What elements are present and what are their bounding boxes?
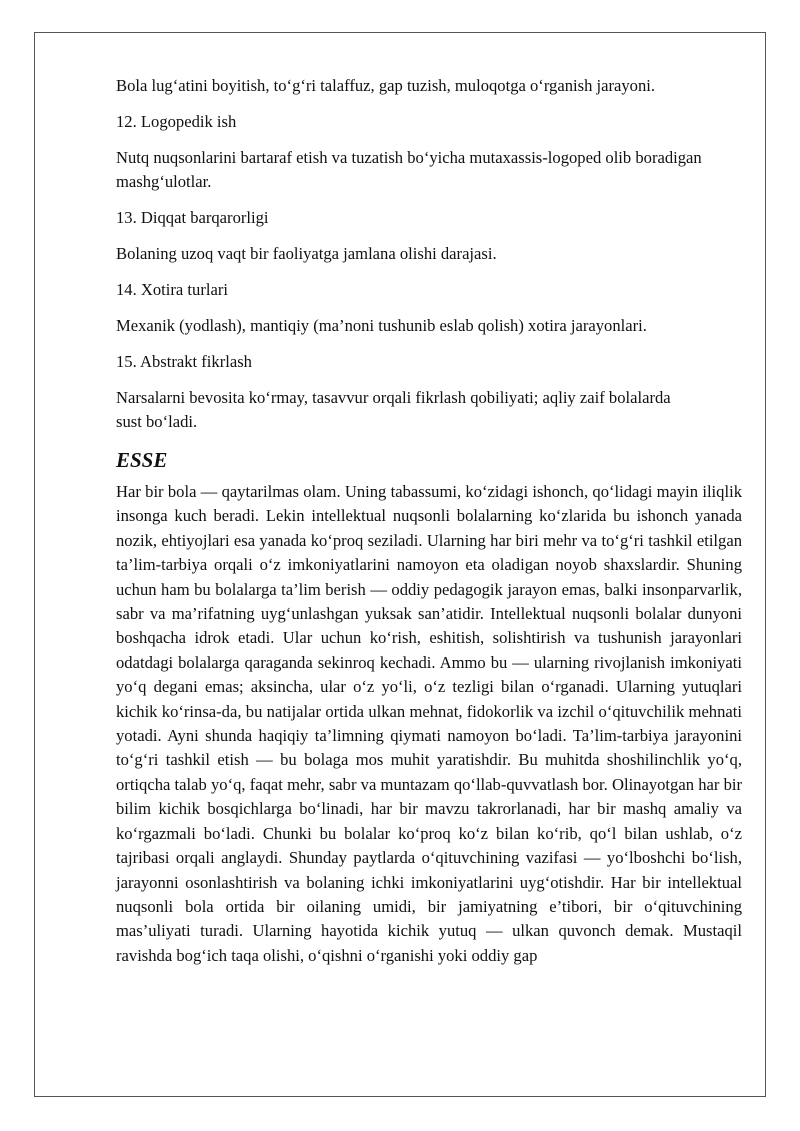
document-content [116,74,742,968]
item-heading-15: 15. Abstrakt fikrlash [116,352,252,371]
item-body-13: Bolaning uzoq vaqt bir faoliyatga jamlana olishi darajasi. [116,244,497,263]
item-body-14: Mexanik (yodlash), mantiqiy (ma’noni tushunib eslab qolish) xotira jarayonlari. [116,316,647,335]
item-body-15: Narsalarni bevosita ko‘rmay, tasavvur orqali fikrlash qobiliyati; aqliy zaif bolalarda sust bo‘ladi. [116,388,671,431]
item-body-12: Nutq nuqsonlarini bartaraf etish va tuzatish bo‘yicha mutaxassis-logoped olib boradigan mashg‘ulotlar. [116,148,702,191]
item-heading-14: 14. Xotira turlari [116,280,228,299]
item-heading-13: 13. Diqqat barqarorligi [116,208,269,227]
essay-body: Har bir bola — qaytarilmas olam. Uning tabassumi, ko‘zidagi ishonch, qo‘lidagi mayin iliqlik insonga kuch beradi. Lekin intellektual nuqsonli bolalarning ko‘zlarida bu ishonch yanada nozik, ehtiyojlari esa yanada ko‘proq seziladi. Ularning har biri mehr va to‘g‘ri tashkil etilgan ta’lim-tarbiya orqali o‘z imkoniyatlarini namoyon eta oladigan noyob shaxslardir. Shuning uchun ham bu bolalarga ta’lim berish — oddiy pedagogik jarayon emas, balki insonparvarlik, sabr va ma’rifatning uyg‘unlashgan yuksak san’atidir. Intellektual nuqsonli bolalar dunyoni boshqacha idrok etadi. Ular uchun ko‘rish, eshitish, solishtirish va tushunish jarayonlari odatdagi bolalarga qaraganda sekinroq kechadi. Ammo bu — ularning rivojlanish imkoniyati yo‘q degani emas; aksincha, ular o‘z yo‘li, o‘z tezligi bilan o‘rganadi. Ularning yutuqlari kichik ko‘rinsa-da, bu natijalar ortida ulkan mehnat, fidokorlik va izchil o‘qituvchilik mehnati yotadi. Ayni shunda haqiqiy ta’limning qiymati namoyon bo‘ladi. Ta’lim-tarbiya jarayonini to‘g‘ri tashkil etish — bu bolaga mos muhit yaratishdir. Bu muhitda shoshilinchlik yo‘q, ortiqcha talab yo‘q, faqat mehr, sabr va muntazam qo‘llab-quvvatlash bor. Olinayotgan har bir bilim kichik bosqichlarga bo‘linadi, har bir mavzu takrorlanadi, har bir mashq amaliy va ko‘rgazmali bo‘ladi. Chunki bu bolalar ko‘proq ko‘z bilan ko‘rib, qo‘l bilan ushlab, o‘z tajribasi orqali anglaydi. Shunday paytlarda o‘qituvchining vazifasi — yo‘lboshchi bo‘lish, jarayonni osonlashtirish va bolaning ichki imkoniyatlarini uyg‘otishdir. Har bir intellektual nuqsonli bola ortida bir oilaning umidi, bir jamiyatning e’tibori, bir o‘qituvchining mas’uliyati turadi. Ularning hayotida kichik yutuq — ulkan quvonch demak. Mustaqil ravishda bog‘ich taqa olishi, o‘qishni o‘rganishi yoki oddiy gap [116,482,742,965]
intro-line: Bola lug‘atini boyitish, to‘g‘ri talaffuz, gap tuzish, muloqotga o‘rganish jarayoni. [116,76,656,95]
item-heading-12: 12. Logopedik ish [116,112,237,131]
essay-title: ESSE [116,448,168,472]
